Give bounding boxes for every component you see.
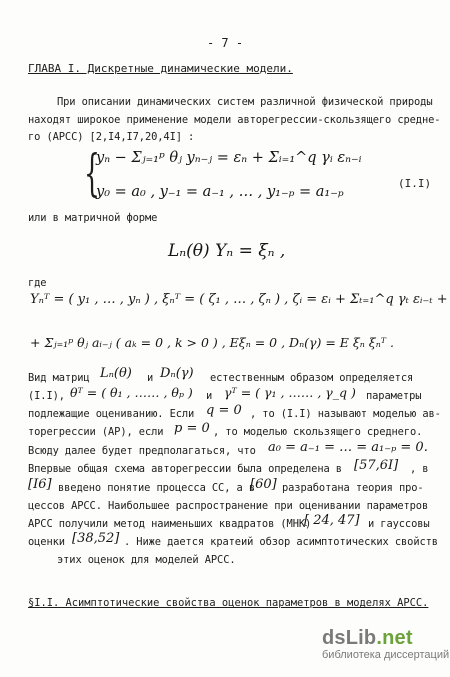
paragraph-line: цессов АРСС. Наибольшее распространение при оценивании параметров — [28, 500, 429, 512]
q-zero-condition: q = 0 — [206, 403, 242, 418]
paragraph-line: торегрессии (АР), если — [28, 426, 164, 438]
chapter-heading: ГЛАВА I. Дискретные динамические модели. — [28, 62, 293, 75]
watermark — [322, 627, 449, 661]
citation: [I6] — [28, 477, 52, 492]
citation: [38,52] — [72, 531, 120, 546]
system-brace: { — [84, 144, 100, 202]
watermark-subtitle: библиотека диссертаций — [322, 649, 450, 661]
arma-equation-line-2: y₀ = a₀ , y₋₁ = a₋₁ , … , y₁₋ₚ = a₁₋ₚ — [96, 184, 344, 200]
equation-number: (I.I) — [398, 177, 432, 190]
paragraph-line: и — [206, 390, 213, 402]
paragraph-line: , в — [410, 463, 429, 475]
paragraph-line: или в матричной форме — [28, 212, 158, 224]
initial-zero-condition: a₀ = a₋₁ = … = a₁₋ₚ = 0. — [268, 440, 428, 455]
paragraph-line: (I.I), — [28, 390, 65, 402]
paragraph-line: АРСС получили метод наименьших квадратов (МНК) — [28, 518, 312, 530]
definitions-line-1: Yₙᵀ = ( y₁ , … , yₙ ) , ξₙᵀ = ( ζ₁ , … , ζₙ ) , ζᵢ = εᵢ + Σₜ₌₁^q γₜ εᵢ₋ₜ + — [30, 292, 448, 307]
paragraph-line: При описании динамических систем различной физической природы — [57, 96, 433, 108]
paragraph-line: и гауссовы — [368, 518, 430, 530]
paragraph-line: го (АРСС) [2,I4,I7,20,4I] : — [28, 131, 195, 143]
paragraph-line: подлежащие оцениванию. Если — [28, 408, 195, 420]
arma-equation-line-1: yₙ − Σⱼ₌₁ᵖ θⱼ yₙ₋ⱼ = εₙ + Σᵢ₌₁^q γᵢ εₙ₋ᵢ — [96, 150, 362, 166]
paragraph-line: Впервые общая схема авторегрессии была определена в — [28, 463, 342, 475]
paragraph-line: . Ниже дается кратеий обзор асимптотических свойств — [124, 536, 438, 548]
paragraph-line: где — [28, 277, 47, 289]
paragraph-line: , то моделью скользящего среднего. — [213, 426, 423, 438]
paragraph-line: естественным образом определяется — [210, 372, 414, 384]
citation: [ 24, 47] — [304, 513, 360, 528]
paragraph-line: разработана теория про- — [282, 482, 424, 494]
section-heading: §I.I. Асимптотические свойства оценок параметров в моделях АРСС. — [28, 597, 429, 609]
paragraph-line: Вид матриц — [28, 372, 90, 384]
paragraph-line: оценки — [28, 536, 65, 548]
paragraph-line: введено понятие процесса СС, а в — [58, 482, 255, 494]
paragraph-line: и — [147, 372, 154, 384]
gamma-vector: γᵀ = ( γ₁ , …… , γ_q ) — [224, 385, 356, 400]
definitions-line-2: + Σⱼ₌₁ᵖ θⱼ aᵢ₋ⱼ ( aₖ = 0 , k > 0 ) , Eξₙ = 0 , Dₙ(γ) = E ξₙ ξₙᵀ . — [30, 335, 394, 350]
paragraph-line: находят широкое применение модели авторегрессии-скользящего средне- — [28, 114, 441, 126]
page-number: - 7 - — [206, 36, 244, 50]
matrix-equation: Lₙ(θ) Yₙ = ξₙ , — [168, 241, 286, 261]
matrix-L-symbol: Lₙ(θ) — [100, 366, 132, 381]
matrix-D-symbol: Dₙ(γ) — [160, 366, 194, 381]
paragraph-line: этих оценок для моделей АРСС. — [57, 554, 236, 566]
watermark-logo: dsLib.net — [322, 627, 413, 649]
citation: [60] — [250, 477, 277, 492]
theta-vector: θᵀ = ( θ₁ , …… , θₚ ) — [70, 385, 193, 400]
paragraph-line: , то (I.I) называют моделью ав- — [250, 408, 441, 420]
p-zero-condition: p = 0 — [174, 421, 210, 436]
paragraph-line: параметры — [366, 390, 422, 402]
citation: [57,6I] — [354, 458, 399, 473]
paragraph-line: Всюду далее будет предполагаться, что — [28, 445, 256, 457]
